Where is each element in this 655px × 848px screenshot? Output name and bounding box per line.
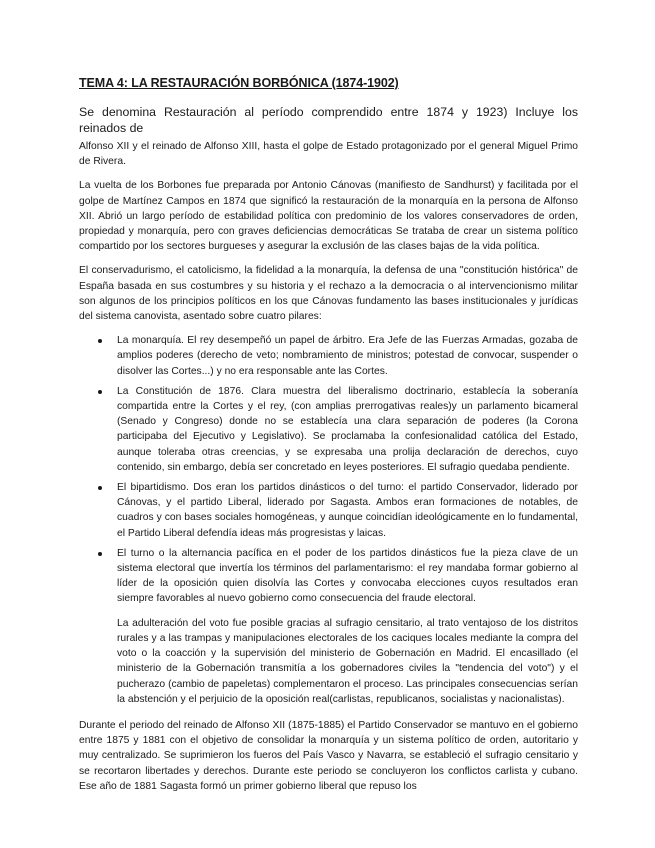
paragraph-electoral-fraud: La adulteración del voto fue posible gracias al sufragio censitario, al trato ventajoso de los distritos rurales y a las trampas y manipulaciones electorales de los caciques locales mediante la compra del voto o la coacción y la supervisión del ministerio de Gobernación en Madrid. El encasillado (el ministerio de la Gobernación transmitía a los gobernadores civiles la "tendencia del voto") y el pucherazo (cambio de papeletas) complementaron el proceso. Las principales consecuencias serían la abstención y el perjuicio de la oposición real(carlistas, republicanos, socialistas y nacionalistas). xyxy=(117,617,578,705)
list-item-turno: El turno o la alternancia pacífica en el poder de los partidos dinásticos fue la pieza clave de un sistema electoral que invertía los términos del parlamentarismo: el rey mandaba formar gobierno al líder de la oposición quien disolvía las Cortes y convocaba elecciones cuyos resultados eran siempre favorables al nuevo gobierno como consecuencia del fraude electoral. xyxy=(79,546,578,607)
intro-rest: Alfonso XII y el reinado de Alfonso XIII, hasta el golpe de Estado protagonizado por el general Miguel Primo de Rivera. xyxy=(79,141,578,168)
list-item-constitucion: La Constitución de 1876. Clara muestra del liberalismo doctrinario, establecía la soberanía compartida entre la Cortes y el rey, (con amplias prerrogativas reales)y un parlamento bicameral (Senado y Congreso) donde no se establecía una clara separación de poderes (la Corona participaba del Ejecutivo y Legislativo). Se proclamaba la confesionalidad católica del Estado, aunque toleraba otras creencias, y se expresaba una prolija declaración de derechos, cuyo contenido, sin embargo, debía ser concretado en leyes posteriores. El sufragio quedaba pendiente. xyxy=(79,384,578,475)
intro-lead: Se denomina Restauración al período comprendido entre 1874 y 1923) Incluye los reinados de xyxy=(79,105,578,135)
paragraph-alfonso-xii-reign: Durante el periodo del reinado de Alfonso XII (1875-1885) el Partido Conservador se mantuvo en el gobierno entre 1875 y 1881 con el objetivo de consolidar la monarquía y un sistema político de orden, autoritario y muy centralizado. Se suprimieron los fueros del País Vasco y Navarra, se estableció el sufragio censitario y se recortaron libertades y derechos. Durante este periodo se concluyeron los conflictos carlista y cubano. Ese año de 1881 Sagasta formó un primer gobierno liberal que repuso los xyxy=(79,719,578,792)
pillars-list xyxy=(79,333,578,606)
paragraph-restoration-origin: La vuelta de los Borbones fue preparada por Antonio Cánovas (manifiesto de Sandhurst) y facilitada por el golpe de Martínez Campos en 1874 que significó la restauración de la monarquía en la persona de Alfonso XII. Abrió un largo período de estabilidad política con predominio de los valores conservadores de orden, propiedad y monarquía, pero con graves deficiencias democráticas Se trataba de crear un sistema político compartido por los sectores burgueses y asegurar la exclusión de las clases bajas de la vida política. xyxy=(79,180,578,253)
paragraph-canovist-principles: El conservadurismo, el catolicismo, la fidelidad a la monarquía, la defensa de una "constitución histórica" de España basada en sus costumbres y su historia y el rechazo a la democracia o al intervencionismo militar son algunos de los principios políticos en los que Cánovas fundamento las bases institucionales y jurídicas del sistema canovista, asentado sobre cuatro pilares: xyxy=(79,265,578,323)
document-body xyxy=(79,104,578,803)
list-item-monarquia: La monarquía. El rey desempeñó un papel de árbitro. Era Jefe de las Fuerzas Armadas, gozaba de amplios poderes (derecho de veto; nombramiento de ministros; potestad de convocar, suspender o disolver las Cortes...) y no era responsable ante las Cortes. xyxy=(79,333,578,379)
document-title: TEMA 4: LA RESTAURACIÓN BORBÓNICA (1874-1902) xyxy=(79,76,399,90)
list-item-bipartidismo: El bipartidismo. Dos eran los partidos dinásticos o del turno: el partido Conservador, liderado por Cánovas, y el partido Liberal, liderado por Sagasta. Ambos eran formaciones de notables, de cuadros y con bases sociales homogéneas, y aunque coincidían ideológicamente en lo fundamental, el Partido Liberal defendía ideas más progresistas y laicas. xyxy=(79,480,578,541)
